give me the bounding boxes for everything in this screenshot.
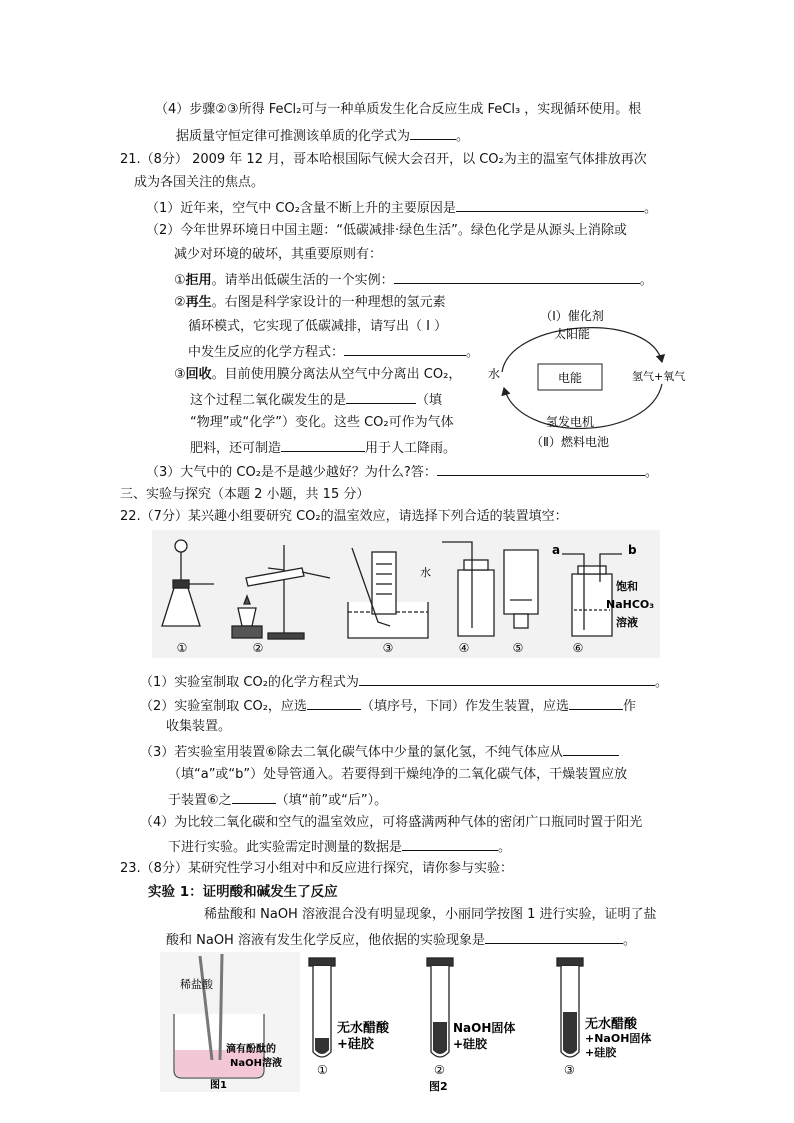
q23-exp1-title: 实验 1：证明酸和碱发生了反应 [148, 884, 338, 900]
q20-4-line1: （4）步骤②③所得 FeCl₂可与一种单质发生化合反应生成 FeCl₃ ，实现循环使用。根 [155, 102, 642, 117]
label-dilute-hcl: 稀盐酸 [180, 978, 213, 991]
q21-p2a: （2）今年世界环境日中国主题：“低碳减排·绿色生活”。绿色化学是从源头上消除或 [146, 223, 627, 238]
q21-r3d: 肥料，还可制造 用于人工降雨。 [190, 438, 456, 458]
answer-blank[interactable] [437, 462, 645, 476]
tube-1-label1: 无水醋酸 [337, 1021, 390, 1036]
label-saturated: 饱和 [616, 580, 638, 593]
label-water: 水 [488, 367, 501, 381]
figure-1-beaker [160, 952, 300, 1092]
label-fuel-cell: （Ⅱ）燃料电池 [531, 435, 609, 449]
apparatus-label-4: ④ [458, 641, 470, 655]
label-generator: 氢发电机 [545, 415, 595, 429]
tube-2-stopper [427, 958, 453, 966]
q21-head: 21.（8分） 2009 年 12 月，哥本哈根国际气候大会召开，以 CO₂为主的温室气体排放再次 [120, 152, 647, 167]
tube-1-label2: +硅胶 [337, 1037, 374, 1052]
label-b: b [628, 543, 637, 557]
answer-blank[interactable] [359, 672, 655, 686]
q22-head: 22.（7分）某兴趣小组要研究 CO₂的温室效应，请选择下列合适的装置填空： [120, 509, 568, 524]
q23-t2: 酸和 NaOH 溶液有发生化学反应，他依据的实验现象是 。 [166, 930, 636, 950]
apparatus-label-1: ① [176, 641, 188, 655]
label-nahco3: NaHCO₃ [606, 598, 655, 611]
answer-blank[interactable] [307, 696, 361, 710]
apparatus-label-3: ③ [382, 641, 394, 655]
figure-2-caption: 图2 [429, 1080, 448, 1092]
answer-blank[interactable] [394, 270, 640, 284]
answer-blank[interactable] [456, 198, 644, 212]
answer-blank[interactable] [563, 742, 619, 756]
label-solution: 溶液 [616, 616, 638, 629]
answer-blank[interactable] [344, 342, 466, 356]
q21-r2c: 中发生反应的化学方程式： 。 [188, 342, 479, 362]
q21-r3b: 这个过程二氧化碳发生的是 （填 [190, 390, 442, 410]
label-catalyst: （Ⅰ）催化剂 [540, 309, 604, 323]
figure-1-caption: 图1 [210, 1080, 227, 1091]
figure-2-tubes [305, 952, 667, 1092]
section-3-title: 三、实验与探究（本题 2 小题，共 15 分） [120, 487, 370, 502]
q23-t1: 稀盐酸和 NaOH 溶液混合没有明显现象，小丽同学按图 1 进行实验，证明了盐 [204, 907, 657, 922]
label-energy: 电能 [557, 371, 583, 385]
q22-p2: （2）实验室制取 CO₂，应选 （填序号，下同）作发生装置，应选 作 [140, 696, 636, 716]
q22-p2d: 收集装置。 [166, 719, 232, 734]
label-h2-o2: 氢气+氧气 [632, 370, 686, 383]
q22-p3a: （3）若实验室用装置⑥除去二氧化碳气体中少量的氯化氢，不纯气体应从 [140, 742, 619, 762]
q21-r2b: 循环模式，它实现了低碳减排，请写出（ Ⅰ ） [188, 319, 448, 334]
label-water-2: 水 [420, 566, 431, 579]
q21-r3c: “物理”或“化学”）变化。这些 CO₂可作为气体 [190, 415, 454, 430]
q22-p4b: 下进行实验。此实验需定时测量的数据是 。 [168, 837, 511, 857]
label-naoh-solution: NaOH溶液 [230, 1058, 282, 1069]
q21-p1: （1）近年来，空气中 CO₂含量不断上升的主要原因是 。 [146, 198, 657, 218]
tube-3-label3: +硅胶 [585, 1046, 617, 1059]
apparatus-label-2: ② [252, 641, 264, 655]
answer-blank[interactable] [346, 390, 416, 404]
apparatus-label-5: ⑤ [512, 641, 524, 655]
tube-2-label2: +硅胶 [453, 1037, 488, 1051]
answer-blank[interactable] [232, 790, 276, 804]
answer-blank[interactable] [569, 696, 623, 710]
q22-p1: （1）实验室制取 CO₂的化学方程式为 。 [140, 672, 668, 692]
q21-p3: （3）大气中的 CO₂是不是越少越好？为什么?答： 。 [146, 462, 658, 482]
apparatus-label-6: ⑥ [572, 641, 584, 655]
q22-p4a: （4）为比较二氧化碳和空气的温室效应，可将盛满两种气体的密闭广口瓶同时置于阳光 [140, 815, 643, 830]
tube-3-number: ③ [564, 1063, 575, 1077]
label-solar: 太阳能 [553, 327, 591, 341]
answer-blank[interactable] [402, 837, 498, 851]
tube-3-stopper [557, 958, 583, 966]
answer-blank[interactable] [485, 930, 623, 944]
q20-4-line2: 据质量守恒定律可推测该单质的化学式为 。 [176, 126, 469, 146]
q22-p3c: 于装置⑥之 （填“前”或“后”）。 [168, 790, 387, 810]
tube-1-stopper [309, 958, 335, 966]
tube-2-number: ② [434, 1063, 445, 1077]
q21-r1: ①拒用。请举出低碳生活的一个实例： 。 [174, 270, 653, 290]
answer-blank[interactable] [410, 126, 456, 140]
q21-r3a: ③回收。目前使用膜分离法从空气中分离出 CO₂， [174, 367, 462, 382]
label-phenolphthalein: 滴有酚酞的 [226, 1044, 276, 1055]
tube-2-label1: NaOH固体 [453, 1021, 516, 1035]
q22-p3b: （填“a”或“b”）处导管通入。若要得到干燥纯净的二氧化碳气体，干燥装置应放 [168, 767, 628, 782]
q21-head2: 成为各国关注的焦点。 [134, 175, 265, 190]
q21-p2b: 减少对环境的破坏，其重要原则有： [174, 247, 383, 262]
q21-r2a: ②再生。右图是科学家设计的一种理想的氢元素 [174, 295, 446, 310]
apparatus-figure [152, 530, 660, 658]
label-a: a [552, 543, 561, 557]
tube-3-label2: +NaOH固体 [585, 1032, 652, 1045]
answer-blank[interactable] [281, 438, 365, 452]
q23-head: 23.（8分）某研究性学习小组对中和反应进行探究，请你参与实验： [120, 861, 513, 876]
tube-3-label1: 无水醋酸 [585, 1017, 638, 1032]
tube-1-number: ① [317, 1063, 328, 1077]
hydrogen-cycle-diagram [480, 300, 690, 458]
